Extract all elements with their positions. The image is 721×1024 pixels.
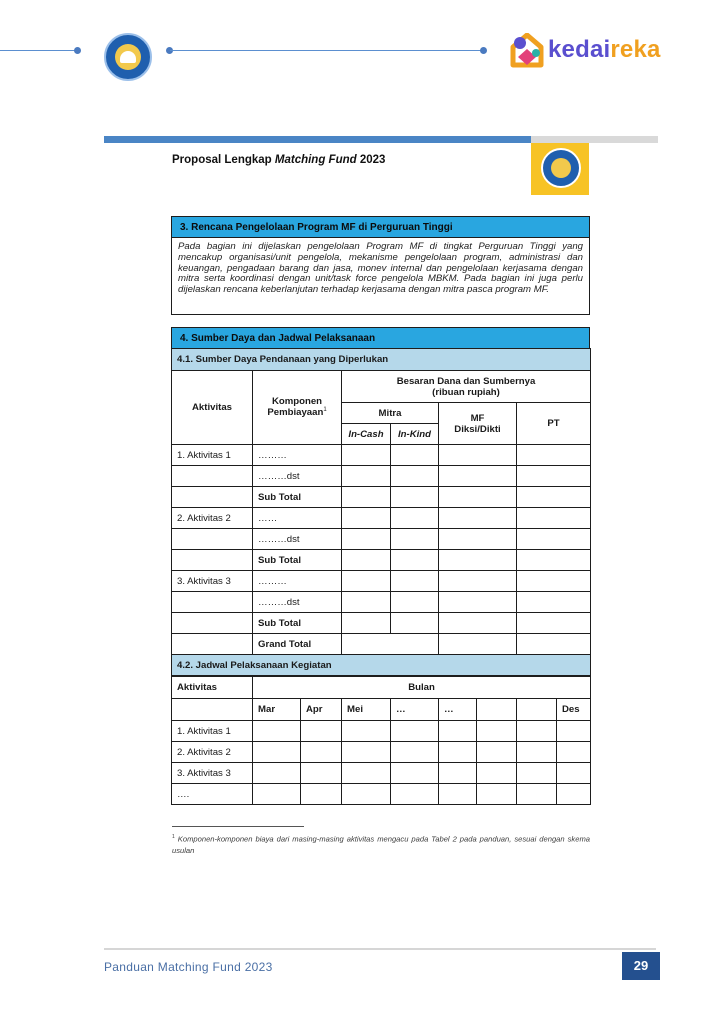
header-mf-line1: MF bbox=[470, 412, 485, 424]
header-inkind: In-Kind bbox=[391, 424, 439, 445]
schedule-aktivitas: 2. Aktivitas 2 bbox=[172, 742, 253, 763]
footnote-text: Komponen-komponen biaya dari masing-masing aktivitas mengacu pada Tabel 2 pada panduan, sesuai dengan skema usulan bbox=[172, 834, 590, 855]
header-besaran-line2: (ribuan rupiah) bbox=[432, 386, 500, 398]
month-cell: Des bbox=[557, 699, 591, 721]
funding-incash bbox=[342, 550, 391, 571]
section-3-body: Pada bagian ini dijelaskan pengelolaan Program MF di tingkat Perguruan Tinggi yang mencakup organisasi/unit pengelola, mekanisme pengelolaan program, administrasi dan keuangan, pengadaan barang dan jasa, monev internal dan pengelolaan kerjasama dengan mitra serta koordinasi dengan unit/task force pengelola MBKM. Pada bagian ini juga perlu dijelaskan rencana keberlanjutan terhadap kerjasama dengan mitra pasca program MF. bbox=[171, 238, 590, 315]
funding-row bbox=[172, 529, 591, 550]
funding-table bbox=[171, 348, 591, 677]
header-komponen-text: Komponen Pembiayaan bbox=[267, 396, 324, 419]
schedule-table bbox=[171, 675, 591, 805]
funding-komponen: ……… bbox=[253, 571, 342, 592]
schedule-aktivitas: 3. Aktivitas 3 bbox=[172, 763, 253, 784]
title-italic: Matching Fund bbox=[274, 154, 357, 166]
funding-inkind bbox=[391, 466, 439, 487]
schedule-cell bbox=[342, 784, 391, 805]
footnote-mark: 1 bbox=[172, 834, 175, 840]
schedule-cell bbox=[253, 742, 301, 763]
schedule-cell bbox=[439, 721, 477, 742]
schedule-row bbox=[172, 784, 591, 805]
schedule-cell bbox=[477, 721, 517, 742]
badge-logo-icon bbox=[541, 148, 581, 188]
schedule-cell bbox=[477, 763, 517, 784]
funding-rows bbox=[172, 445, 591, 634]
funding-pt bbox=[517, 445, 591, 466]
funding-incash bbox=[342, 487, 391, 508]
funding-inkind bbox=[391, 571, 439, 592]
schedule-cell bbox=[253, 763, 301, 784]
funding-aktivitas: 1. Aktivitas 1 bbox=[172, 445, 253, 466]
funding-incash bbox=[342, 466, 391, 487]
schedule-cell bbox=[477, 742, 517, 763]
schedule-cell bbox=[301, 763, 342, 784]
funding-mf bbox=[439, 550, 517, 571]
funding-mf bbox=[439, 466, 517, 487]
schedule-cell bbox=[517, 784, 557, 805]
grand-total-pt bbox=[517, 634, 591, 655]
header-incash: In-Cash bbox=[342, 424, 391, 445]
title-suffix: 2023 bbox=[356, 154, 386, 166]
funding-inkind bbox=[391, 613, 439, 634]
schedule-cell bbox=[391, 721, 439, 742]
funding-komponen: Sub Total bbox=[253, 613, 342, 634]
document-title bbox=[172, 154, 385, 166]
month-cell: Apr bbox=[301, 699, 342, 721]
funding-komponen: ………dst bbox=[253, 592, 342, 613]
brand-right: reka bbox=[610, 36, 661, 63]
schedule-cell bbox=[253, 784, 301, 805]
funding-row bbox=[172, 508, 591, 529]
funding-incash bbox=[342, 571, 391, 592]
grand-total-mf bbox=[439, 634, 517, 655]
funding-inkind bbox=[391, 592, 439, 613]
funding-row bbox=[172, 466, 591, 487]
funding-komponen: Sub Total bbox=[253, 487, 342, 508]
schedule-rows bbox=[172, 721, 591, 805]
grand-total-label: Grand Total bbox=[253, 634, 342, 655]
funding-inkind bbox=[391, 487, 439, 508]
funding-aktivitas bbox=[172, 550, 253, 571]
footnote-ref: 1 bbox=[323, 407, 327, 414]
funding-incash bbox=[342, 613, 391, 634]
header-dot bbox=[480, 47, 487, 54]
funding-mf bbox=[439, 571, 517, 592]
funding-komponen: Sub Total bbox=[253, 550, 342, 571]
month-cell bbox=[477, 699, 517, 721]
kedaireka-logo-icon bbox=[510, 33, 544, 69]
funding-mf bbox=[439, 529, 517, 550]
month-cell: … bbox=[439, 699, 477, 721]
logo-bird-icon bbox=[120, 51, 136, 63]
schedule-cell bbox=[557, 742, 591, 763]
schedule-cell bbox=[557, 721, 591, 742]
section-bar-blue bbox=[104, 136, 531, 143]
header-besaran-line1: Besaran Dana dan Sumbernya bbox=[396, 375, 536, 387]
funding-komponen: …… bbox=[253, 508, 342, 529]
schedule-cell bbox=[439, 784, 477, 805]
funding-komponen: ………dst bbox=[253, 466, 342, 487]
header-mf bbox=[439, 403, 517, 445]
month-cell: … bbox=[391, 699, 439, 721]
schedule-row bbox=[172, 763, 591, 784]
grand-total-mitra bbox=[342, 634, 439, 655]
funding-inkind bbox=[391, 550, 439, 571]
funding-mf bbox=[439, 592, 517, 613]
funding-row bbox=[172, 445, 591, 466]
header-pt: PT bbox=[517, 403, 591, 445]
schedule-cell bbox=[477, 784, 517, 805]
funding-row bbox=[172, 613, 591, 634]
schedule-cell bbox=[342, 742, 391, 763]
footer-rule bbox=[104, 948, 656, 950]
month-cell: Mei bbox=[342, 699, 391, 721]
footnote bbox=[172, 832, 590, 856]
schedule-cell bbox=[342, 721, 391, 742]
schedule-cell bbox=[301, 784, 342, 805]
funding-komponen: ………dst bbox=[253, 529, 342, 550]
funding-incash bbox=[342, 592, 391, 613]
funding-pt bbox=[517, 529, 591, 550]
schedule-cell bbox=[439, 763, 477, 784]
month-cell: Mar bbox=[253, 699, 301, 721]
funding-pt bbox=[517, 508, 591, 529]
funding-aktivitas bbox=[172, 613, 253, 634]
header-rule-middle bbox=[170, 50, 483, 51]
header-besaran bbox=[342, 371, 591, 403]
header-mf-line2: Diksi/Dikti bbox=[454, 423, 501, 435]
section-3-heading: 3. Rencana Pengelolaan Program MF di Perguruan Tinggi bbox=[171, 216, 590, 238]
funding-pt bbox=[517, 466, 591, 487]
footer-text: Panduan Matching Fund 2023 bbox=[104, 960, 273, 974]
tut-wuri-handayani-logo bbox=[104, 33, 152, 81]
funding-mf bbox=[439, 487, 517, 508]
funding-aktivitas bbox=[172, 529, 253, 550]
header-komponen bbox=[253, 371, 342, 445]
funding-inkind bbox=[391, 508, 439, 529]
funding-inkind bbox=[391, 445, 439, 466]
brand-left: kedai bbox=[548, 36, 611, 63]
funding-pt bbox=[517, 487, 591, 508]
funding-aktivitas bbox=[172, 487, 253, 508]
schedule-cell bbox=[391, 742, 439, 763]
badge-logo-emblem bbox=[551, 158, 571, 178]
title-prefix: Proposal Lengkap bbox=[172, 154, 275, 166]
kedaireka-wordmark bbox=[548, 36, 661, 64]
header-aktivitas: Aktivitas bbox=[172, 371, 253, 445]
funding-incash bbox=[342, 508, 391, 529]
funding-pt bbox=[517, 571, 591, 592]
funding-aktivitas: 2. Aktivitas 2 bbox=[172, 508, 253, 529]
month-row-blank bbox=[172, 699, 253, 721]
schedule-cell bbox=[391, 763, 439, 784]
funding-mf bbox=[439, 508, 517, 529]
schedule-cell bbox=[557, 763, 591, 784]
header-rule-left bbox=[0, 50, 80, 51]
schedule-aktivitas: 1. Aktivitas 1 bbox=[172, 721, 253, 742]
funding-row bbox=[172, 571, 591, 592]
funding-pt bbox=[517, 613, 591, 634]
schedule-row bbox=[172, 721, 591, 742]
schedule-cell bbox=[391, 784, 439, 805]
section-4-heading: 4. Sumber Daya dan Jadwal Pelaksanaan bbox=[171, 327, 590, 349]
header-mitra: Mitra bbox=[342, 403, 439, 424]
funding-aktivitas bbox=[172, 466, 253, 487]
schedule-cell bbox=[342, 763, 391, 784]
schedule-cell bbox=[439, 742, 477, 763]
schedule-subheading: 4.2. Jadwal Pelaksanaan Kegiatan bbox=[172, 655, 591, 677]
funding-aktivitas bbox=[172, 592, 253, 613]
schedule-cell bbox=[557, 784, 591, 805]
schedule-cell bbox=[517, 742, 557, 763]
funding-row bbox=[172, 592, 591, 613]
month-row bbox=[172, 699, 591, 721]
funding-pt bbox=[517, 550, 591, 571]
funding-row bbox=[172, 487, 591, 508]
schedule-cell bbox=[301, 721, 342, 742]
grand-total-blank bbox=[172, 634, 253, 655]
funding-mf bbox=[439, 445, 517, 466]
funding-incash bbox=[342, 445, 391, 466]
funding-row bbox=[172, 550, 591, 571]
schedule-row bbox=[172, 742, 591, 763]
schedule-header-bulan: Bulan bbox=[253, 676, 591, 699]
funding-aktivitas: 3. Aktivitas 3 bbox=[172, 571, 253, 592]
header-dot bbox=[74, 47, 81, 54]
schedule-cell bbox=[253, 721, 301, 742]
schedule-aktivitas: …. bbox=[172, 784, 253, 805]
footnote-rule bbox=[172, 826, 304, 827]
page-number: 29 bbox=[622, 952, 660, 980]
funding-incash bbox=[342, 529, 391, 550]
schedule-header-aktivitas: Aktivitas bbox=[172, 676, 253, 699]
month-cell bbox=[517, 699, 557, 721]
schedule-cell bbox=[517, 763, 557, 784]
schedule-cell bbox=[301, 742, 342, 763]
section-bar-grey bbox=[531, 136, 658, 143]
funding-pt bbox=[517, 592, 591, 613]
funding-inkind bbox=[391, 529, 439, 550]
funding-mf bbox=[439, 613, 517, 634]
funding-komponen: ……… bbox=[253, 445, 342, 466]
funding-subheading: 4.1. Sumber Daya Pendanaan yang Diperlukan bbox=[172, 349, 591, 371]
schedule-cell bbox=[517, 721, 557, 742]
